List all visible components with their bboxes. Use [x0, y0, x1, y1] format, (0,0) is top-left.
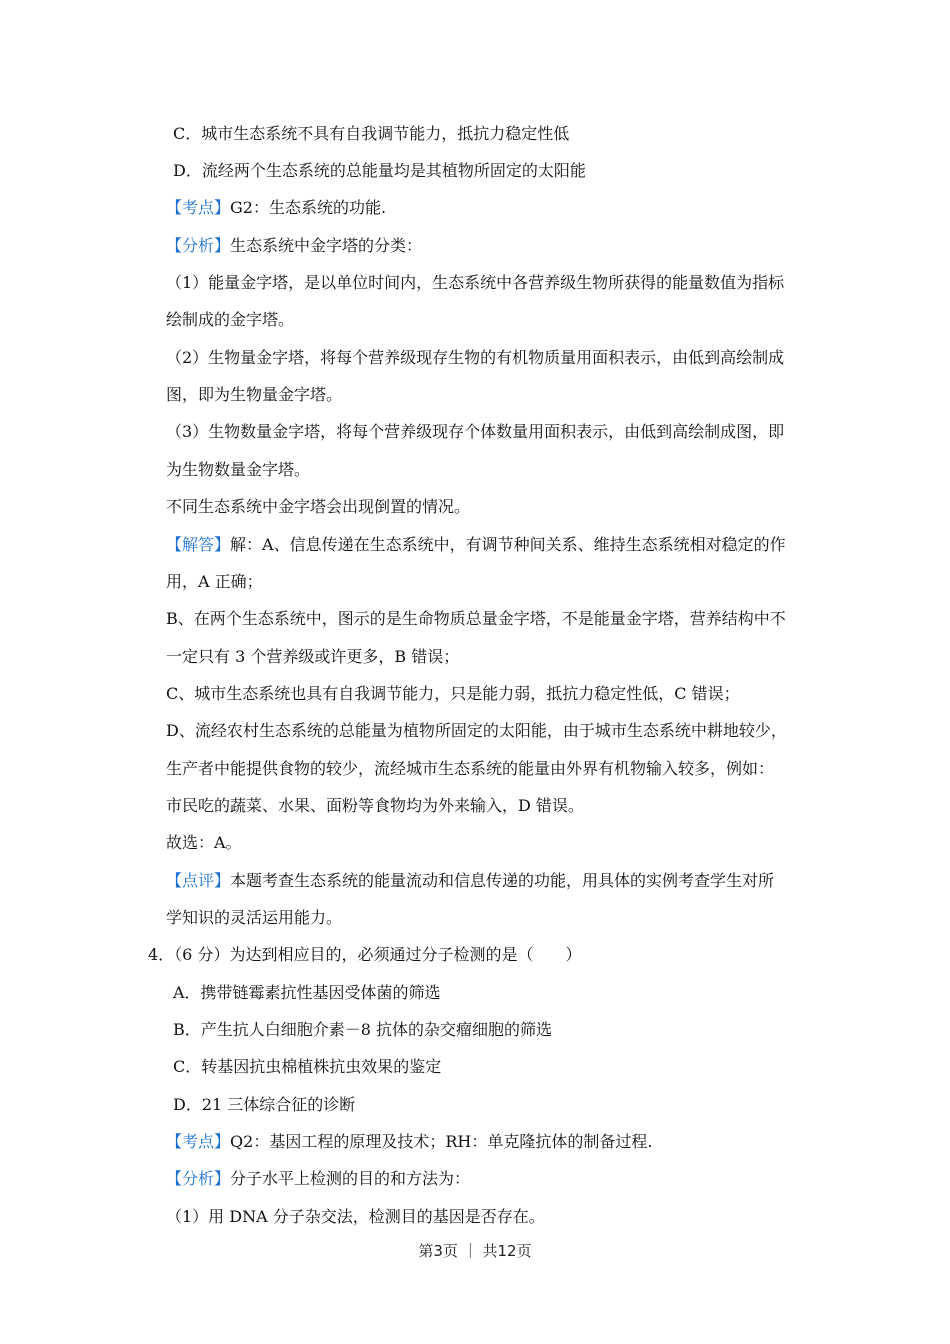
- analysis-line: 不同生态系统中金字塔会出现倒置的情况。: [166, 497, 471, 516]
- analysis-line: 绘制成的金字塔。: [166, 310, 295, 329]
- analysis-line: 图，即为生物量金字塔。: [166, 385, 343, 404]
- answer-line: 用，A 正确；: [166, 572, 263, 591]
- option-b-line: B．产生抗人白细胞介素－8 抗体的杂交瘤细胞的筛选: [173, 1020, 553, 1039]
- analysis-line: （2）生物量金字塔，将每个营养级现存生物的有机物质量用面积表示，由低到高绘制成: [166, 348, 785, 367]
- kaodian-line: 【考点】G2：生态系统的功能.: [166, 198, 387, 217]
- kaodian-tag: 【考点】: [166, 1132, 231, 1151]
- option-c-line: C．城市生态系统不具有自我调节能力，抵抗力稳定性低: [173, 124, 570, 143]
- comment-line: 学知识的灵活运用能力。: [166, 908, 343, 927]
- answer-line: C、城市生态系统也具有自我调节能力，只是能力弱，抵抗力稳定性低，C 错误；: [166, 684, 740, 703]
- page-footer: 第3页 ｜ 共12页: [418, 1242, 532, 1260]
- jieda-tag: 【解答】: [166, 535, 231, 554]
- dianping-line: 【点评】本题考查生态系统的能量流动和信息传递的功能，用具体的实例考查学生对所: [166, 871, 775, 890]
- analysis-line: （1）用 DNA 分子杂交法，检测目的基因是否存在。: [166, 1207, 545, 1226]
- fenxi-tag: 【分析】: [166, 1169, 231, 1188]
- option-a-line: A．携带链霉素抗性基因受体菌的筛选: [173, 983, 441, 1002]
- analysis-line: （3）生物数量金字塔，将每个营养级现存个体数量用面积表示，由低到高绘制成图，即: [166, 422, 785, 441]
- question-4-stem: 4．（6 分）为达到相应目的，必须通过分子检测的是（ ）: [148, 945, 582, 964]
- jieda-line: 【解答】解：A、信息传递在生态系统中，有调节种间关系、维持生态系统相对稳定的作: [166, 535, 786, 554]
- option-d-line: D．流经两个生态系统的总能量均是其植物所固定的太阳能: [173, 161, 586, 180]
- answer-line: B、在两个生态系统中，图示的是生命物质总量金字塔，不是能量金字塔，营养结构中不: [166, 609, 786, 628]
- dianping-tag: 【点评】: [166, 871, 231, 890]
- answer-line: D、流经农村生态系统的总能量为植物所固定的太阳能，由于城市生态系统中耕地较少，: [166, 721, 787, 740]
- option-c-line: C．转基因抗虫棉植株抗虫效果的鉴定: [173, 1057, 442, 1076]
- option-d-line: D．21 三体综合征的诊断: [173, 1095, 356, 1114]
- kaodian-tag: 【考点】: [166, 198, 231, 217]
- answer-choice-line: 故选：A。: [166, 833, 242, 852]
- fenxi-line: 【分析】分子水平上检测的目的和方法为：: [166, 1169, 471, 1188]
- answer-line: 市民吃的蔬菜、水果、面粉等食物均为外来输入，D 错误。: [166, 796, 584, 815]
- fenxi-line: 【分析】生态系统中金字塔的分类：: [166, 236, 423, 255]
- fenxi-tag: 【分析】: [166, 236, 231, 255]
- answer-line: 生产者中能提供食物的较少，流经城市生态系统的能量由外界有机物输入较多，例如：: [166, 759, 775, 778]
- kaodian-line: 【考点】Q2：基因工程的原理及技术；RH：单克隆抗体的制备过程.: [166, 1132, 653, 1151]
- analysis-line: 为生物数量金字塔。: [166, 460, 311, 479]
- analysis-line: （1）能量金字塔，是以单位时间内，生态系统中各营养级生物所获得的能量数值为指标: [166, 273, 785, 292]
- answer-line: 一定只有 3 个营养级或许更多，B 错误；: [166, 647, 460, 666]
